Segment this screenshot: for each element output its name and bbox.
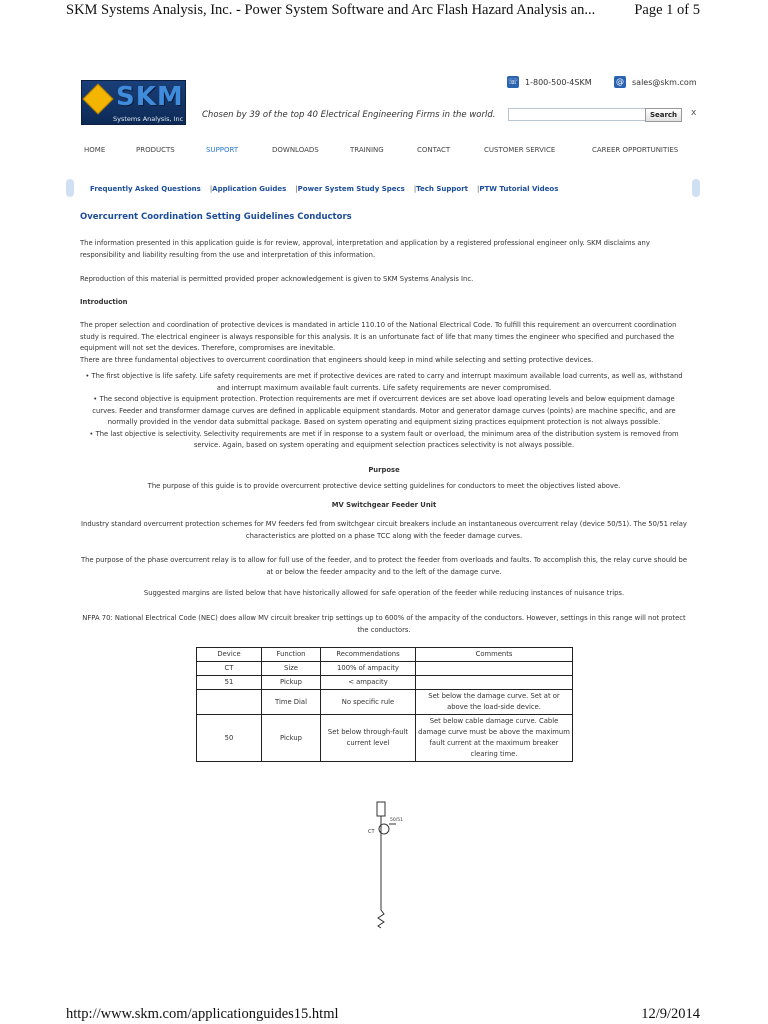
table-header-device: Device <box>197 648 262 662</box>
tagline: Chosen by 39 of the top 40 Electrical Engineering Firms in the world. <box>202 110 496 120</box>
table-row <box>197 662 573 676</box>
one-line-diagram <box>360 800 420 940</box>
print-footer-url: http://www.skm.com/applicationguides15.html <box>66 1006 339 1022</box>
breaker-symbol <box>377 802 385 816</box>
nav-downloads[interactable]: DOWNLOADS <box>272 146 319 154</box>
mv-switchgear-heading: MV Switchgear Feeder Unit <box>331 501 437 509</box>
table-cell: Set below cable damage curve. Cable damage curve must be above the maximum fault current at the maximum breaker clearing time. <box>416 715 573 762</box>
table-cell <box>416 676 573 690</box>
recommendations-table <box>196 647 573 762</box>
mv-paragraph-1: Industry standard overcurrent protection schemes for MV feeders fed from switchgear circuit breakers include an instantaneous overcurrent relay (device 50/51). The 50/51 relay characteristics are plotted on a phase TCC along with the feeder damage curves. <box>81 520 687 540</box>
table-cell <box>416 662 573 676</box>
print-footer <box>66 1006 700 1024</box>
subnav-separator: | <box>209 185 213 193</box>
subnav-ptw-videos[interactable]: PTW Tutorial Videos <box>479 185 559 193</box>
list-item: • The second objective is equipment protection. Protection requirements are met if overcurrent devices are set above load operating levels and below equipment damage curves. Feeder and transformer damage curves are defined in applicable equipment standards. Motor and generator damage curves (points) are machine specific, and are normally provided in the vendor data submittal package. Based on system operating and equipment sizing practices equipment protection is not always possible. <box>80 394 688 429</box>
cable-symbol <box>378 910 384 928</box>
ct-label: CT <box>368 829 375 835</box>
logo-diamond-icon <box>82 83 113 114</box>
purpose-text: The purpose of this guide is to provide overcurrent protective device setting guidelines for conductors to meet the objectives listed above. <box>147 482 621 490</box>
nav-contact[interactable]: CONTACT <box>417 146 451 154</box>
purpose-heading: Purpose <box>368 466 400 474</box>
relay-label: 50/51 <box>390 818 403 823</box>
logo-brand: SKM <box>116 82 184 112</box>
subnav-tech-support[interactable]: Tech Support <box>416 185 468 193</box>
phone-icon: ☏ <box>507 77 518 86</box>
subnav-left-cap <box>66 179 74 197</box>
mv-paragraph-3: Suggested margins are listed below that have historically allowed for safe operation of the feeder while reducing instances of nuisance trips. <box>143 589 625 597</box>
table-cell: Size <box>262 662 321 676</box>
email-icon: @ <box>616 77 624 86</box>
print-header-page: Page 1 of 5 <box>634 2 700 18</box>
disclaimer-text: The information presented in this application guide is for review, approval, interpretation and application by a registered professional engineer only. SKM disclaims any responsibility and liability resulting from the use and interpretation of this information. <box>80 239 650 259</box>
print-header <box>66 2 700 19</box>
table-header-row <box>197 648 573 662</box>
subnav-application-guides[interactable]: Application Guides <box>212 185 287 193</box>
introduction-text <box>80 320 688 366</box>
table-cell: 50 <box>197 715 262 762</box>
introduction-paragraph: The proper selection and coordination of protective devices is mandated in article 110.10 of the National Electrical Code. To fulfill this requirement an overcurrent coordination study is required. The electrical engineer is always responsible for this analysis. It is an unfortunate fact of life that many times the engineer who specified and purchased the equipment will not set the devices. Therefore, compromises are inevitable. <box>80 321 677 352</box>
email-contact[interactable] <box>614 76 697 88</box>
subnav-separator: | <box>477 185 480 193</box>
table-cell: 51 <box>197 676 262 690</box>
page-title: Overcurrent Coordination Setting Guidelines Conductors <box>80 212 352 222</box>
table-cell: Set below the damage curve. Set at or above the load-side device. <box>416 690 573 715</box>
table-row <box>197 690 573 715</box>
table-header-function: Function <box>262 648 321 662</box>
nav-products[interactable]: PRODUCTS <box>136 146 175 154</box>
subnav-separator: | <box>295 185 298 193</box>
email-address: sales@skm.com <box>632 77 697 87</box>
nav-customer-service[interactable]: CUSTOMER SERVICE <box>484 146 556 154</box>
skm-logo[interactable] <box>81 80 186 125</box>
table-cell: Pickup <box>262 676 321 690</box>
nav-career-opportunities[interactable]: CAREER OPPORTUNITIES <box>592 146 679 154</box>
table-cell: < ampacity <box>321 676 416 690</box>
table-row <box>197 676 573 690</box>
print-header-title: SKM Systems Analysis, Inc. - Power System Software and Arc Flash Hazard Analysis an... <box>66 2 596 18</box>
subnav-faq[interactable]: Frequently Asked Questions <box>90 185 201 193</box>
subnav-separator: | <box>413 185 417 193</box>
table-cell: No specific rule <box>321 690 416 715</box>
table-cell: Time Dial <box>262 690 321 715</box>
table-row <box>197 715 573 762</box>
list-item: • The first objective is life safety. Life safety requirements are met if protective devices are rated to carry and interrupt maximum available load currents, as well as, withstand and interrupt maximum available fault currents. Life safety requirements are never compromised. <box>80 371 688 394</box>
nav-support[interactable]: SUPPORT <box>206 146 239 154</box>
table-header-comments: Comments <box>416 648 573 662</box>
support-subnav <box>66 176 700 200</box>
subnav-right-cap <box>692 179 700 197</box>
objectives-list <box>80 371 688 452</box>
introduction-heading: Introduction <box>80 298 128 306</box>
close-icon[interactable]: x <box>691 108 697 118</box>
list-item: • The last objective is selectivity. Selectivity requirements are met if in response to a system fault or overload, the minimum area of the distribution system is removed from service. Again, based on system operating and equipment selection practices selectivity is not always possible. <box>80 429 688 452</box>
search-button[interactable]: Search <box>645 108 682 122</box>
mv-paragraph-2: The purpose of the phase overcurrent relay is to allow for full use of the feeder, and to protect the feeder from overloads and faults. To accomplish this, the relay curve should be at or below the feeder ampacity and to the left of the damage curve. <box>80 556 688 576</box>
subnav-study-specs[interactable]: Power System Study Specs <box>297 185 405 193</box>
table-header-recommendations: Recommendations <box>321 648 416 662</box>
table-cell: CT <box>197 662 262 676</box>
phone-number: 1-800-500-4SKM <box>525 77 592 87</box>
reproduction-text: Reproduction of this material is permitted provided proper acknowledgement is given to SKM Systems Analysis Inc. <box>80 275 474 283</box>
table-cell: Set below through-fault current level <box>321 715 416 762</box>
table-cell <box>197 690 262 715</box>
logo-subtitle: Systems Analysis, Inc <box>113 115 184 123</box>
introduction-objectives-lead: There are three fundamental objectives to overcurrent coordination that engineers should keep in mind while selecting and setting protective devices. <box>80 355 594 364</box>
table-cell: 100% of ampacity <box>321 662 416 676</box>
mv-paragraph-4: NFPA 70: National Electrical Code (NEC) does allow MV circuit breaker trip settings up to 600% of the ampacity of the conductors. However, settings in this range will not protect the conductors. <box>82 614 686 634</box>
nav-home[interactable]: HOME <box>84 146 106 154</box>
nav-training[interactable]: TRAINING <box>350 146 384 154</box>
print-footer-date: 12/9/2014 <box>641 1006 700 1022</box>
table-cell: Pickup <box>262 715 321 762</box>
phone-contact[interactable] <box>507 76 592 88</box>
